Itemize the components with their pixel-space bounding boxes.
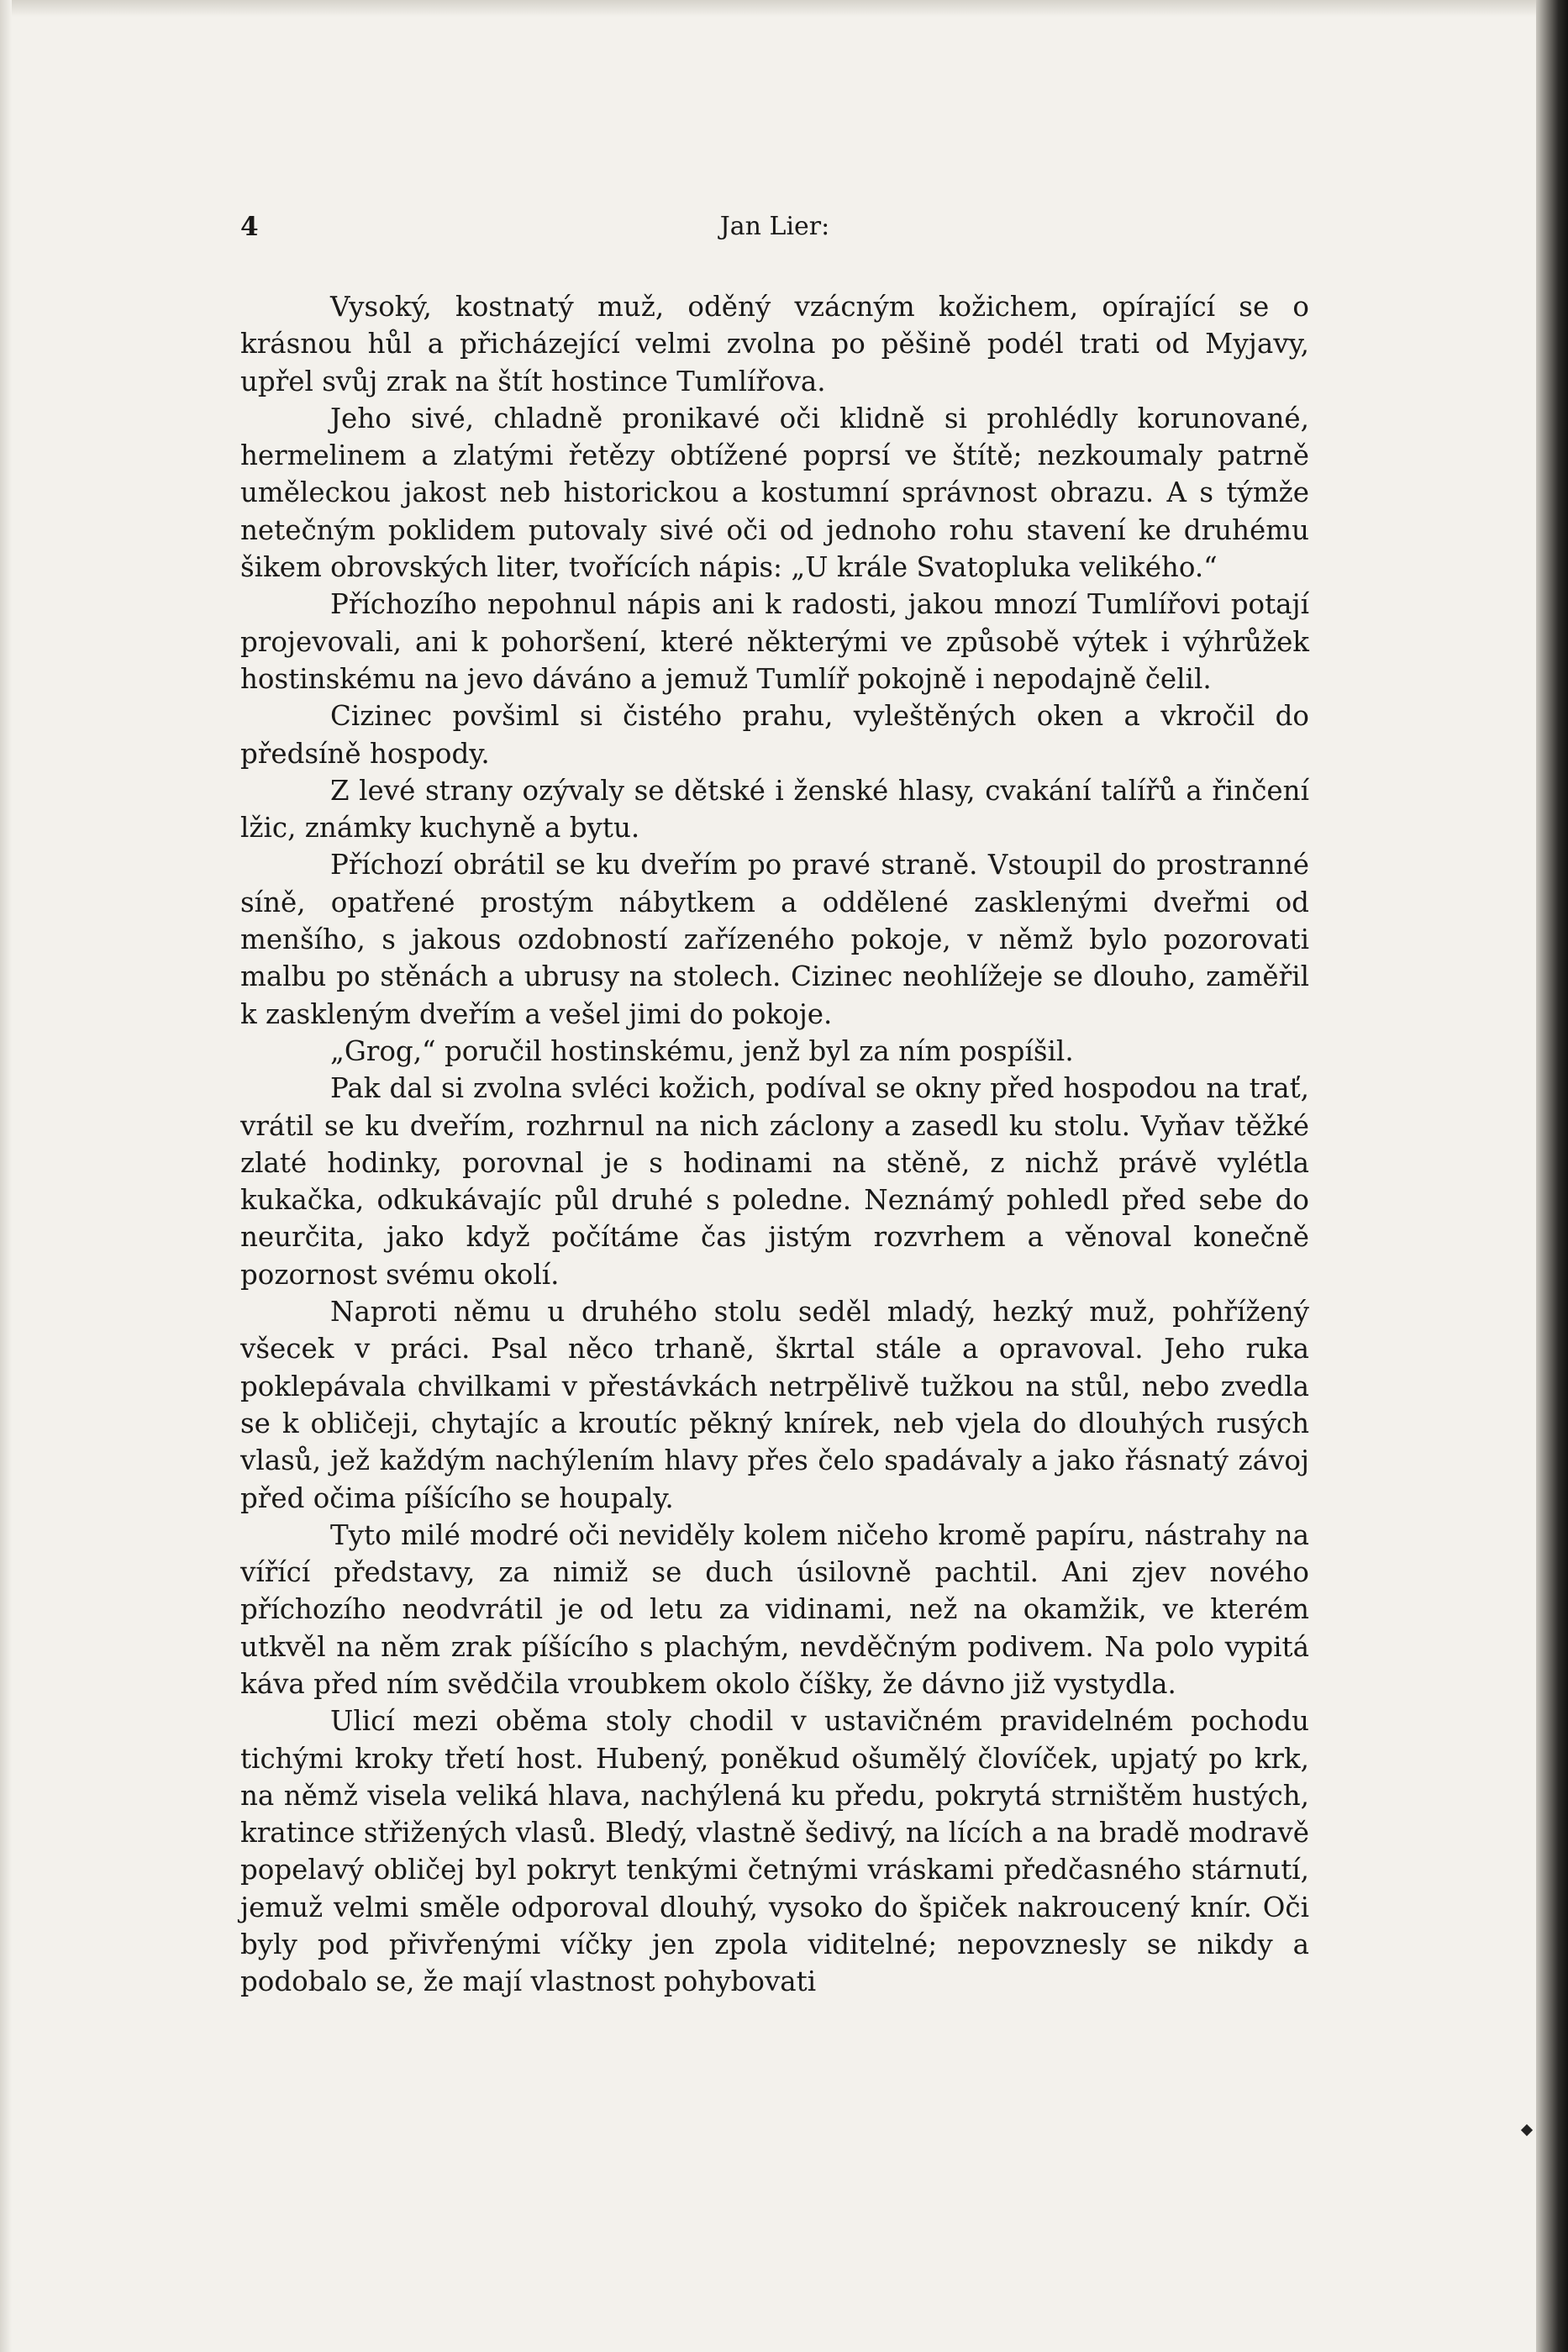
paragraph-8: Pak dal si zvolna svléci kožich, podíval se okny před hospodou na trať, vrátil se ku dveřím, rozhrnul na nich záclony a zasedl ku stolu. Vyňav těžké zlaté hodinky, porovnal je s hodinami na stěně, z nichž právě vylétla kukačka, odkukávajíc půl druhé s poledne. Neznámý pohledl před sebe do neurčita, jako když počítáme čas jistým rozvrhem a věnoval konečně pozornost svému okolí. — [240, 1072, 1309, 1291]
running-title: Jan Lier: — [719, 212, 830, 241]
paragraph-10: Tyto milé modré oči neviděly kolem ničeho kromě papíru, nástrahy na vířící představy, za nimiž se duch úsilovně pachtil. Ani zjev nového příchozího neodvrátil je od letu za vidinami, než na okamžik, ve kterém utkvěl na něm zrak píšícího s plachým, nevděčným podivem. Na polo vypitá káva před ním svědčila vroubkem okolo číšky, že dávno již vystydla. — [240, 1518, 1309, 1700]
paragraph-1: Vysoký, kostnatý muž, oděný vzácným kožichem, opírající se o krásnou hůl a přicházející velmi zvolna po pěšině podél trati od Myjavy, upřel svůj zrak na štít hostince Tumlířova. — [240, 291, 1309, 397]
scan-binding-edge — [1536, 0, 1568, 2352]
scan-edge-mark — [1521, 2124, 1533, 2136]
paragraph-9: Naproti němu u druhého stolu seděl mladý, hezký muž, pohřížený všecek v práci. Psal něco trhaně, škrtal stále a opravoval. Jeho ruka poklepávala chvilkami v přestávkách netrpělivě tužkou na stůl, nebo zvedla se k obličeji, chytajíc a kroutíc pěkný knírek, neb vjela do dlouhých rusých vlasů, jež každým nachýlením hlavy přes čelo spadávaly a jako řásnatý závoj před očima píšícího se houpaly. — [240, 1296, 1309, 1514]
paragraph-4: Cizinec povšiml si čistého prahu, vyleštěných oken a vkročil do předsíně hospody. — [240, 700, 1309, 770]
paragraph-3: Příchozího nepohnul nápis ani k radosti, jakou mnozí Tumlířovi potají projevovali, ani k pohoršení, které některými ve způsobě výtek i výhrůžek hostinskému na jevo dáváno a jemuž Tumlíř pokojně i nepodajně čelil. — [240, 588, 1309, 695]
paragraph-7: „Grog,“ poručil hostinskému, jenž byl za ním pospíšil. — [330, 1034, 1074, 1067]
paragraph-5: Z levé strany ozývaly se dětské i ženské hlasy, cvakání talířů a řinčení lžic, známky kuchyně a bytu. — [240, 774, 1309, 845]
body-text — [240, 288, 1309, 2001]
paragraph-11: Ulicí mezi oběma stoly chodil v ustavičném pravidelném pochodu tichými kroky třetí host. Hubený, poněkud ošumělý človíček, upjatý po krk, na němž visela veliká hlava, nachýlená ku předu, pokrytá strništěm hustých, kratince střižených vlasů. Bledý, vlastně šedivý, na lících a na bradě modravě popelavý obličej byl pokryt tenkými četnými vráskami předčasného stárnutí, jemuž velmi směle odporoval dlouhý, vysoko do špiček nakroucený knír. Oči byly pod přivřenými víčky jen zpola viditelné; nepovznesly se nikdy a podobalo se, že mají vlastnost pohybovati — [240, 1705, 1309, 1998]
scan-left-shadow — [0, 0, 12, 2352]
paragraph-6: Příchozí obrátil se ku dveřím po pravé straně. Vstoupil do prostranné síně, opatřené prostým nábytkem a oddělené zasklenými dveřmi od menšího, s jakous ozdobností zařízeného pokoje, v němž bylo pozorovati malbu po stěnách a ubrusy na stolech. Cizinec neohlížeje se dlouho, zaměřil k zaskleným dveřím a vešel jimi do pokoje. — [240, 849, 1309, 1030]
scan-top-shadow — [0, 0, 1568, 17]
page-number: 4 — [240, 212, 259, 242]
paragraph-2: Jeho sivé, chladně pronikavé oči klidně si prohlédly korunované, hermelinem a zlatými řetězy obtížené poprsí ve štítě; nezkoumaly patrně uměleckou jakost neb historickou a kostumní správnost obrazu. A s týmže netečným poklidem putovaly sivé oči od jednoho rohu stavení ke druhému šikem obrovských liter, tvořících nápis: „U krále Svatopluka velikého.“ — [240, 402, 1309, 584]
page-header — [240, 210, 1309, 244]
